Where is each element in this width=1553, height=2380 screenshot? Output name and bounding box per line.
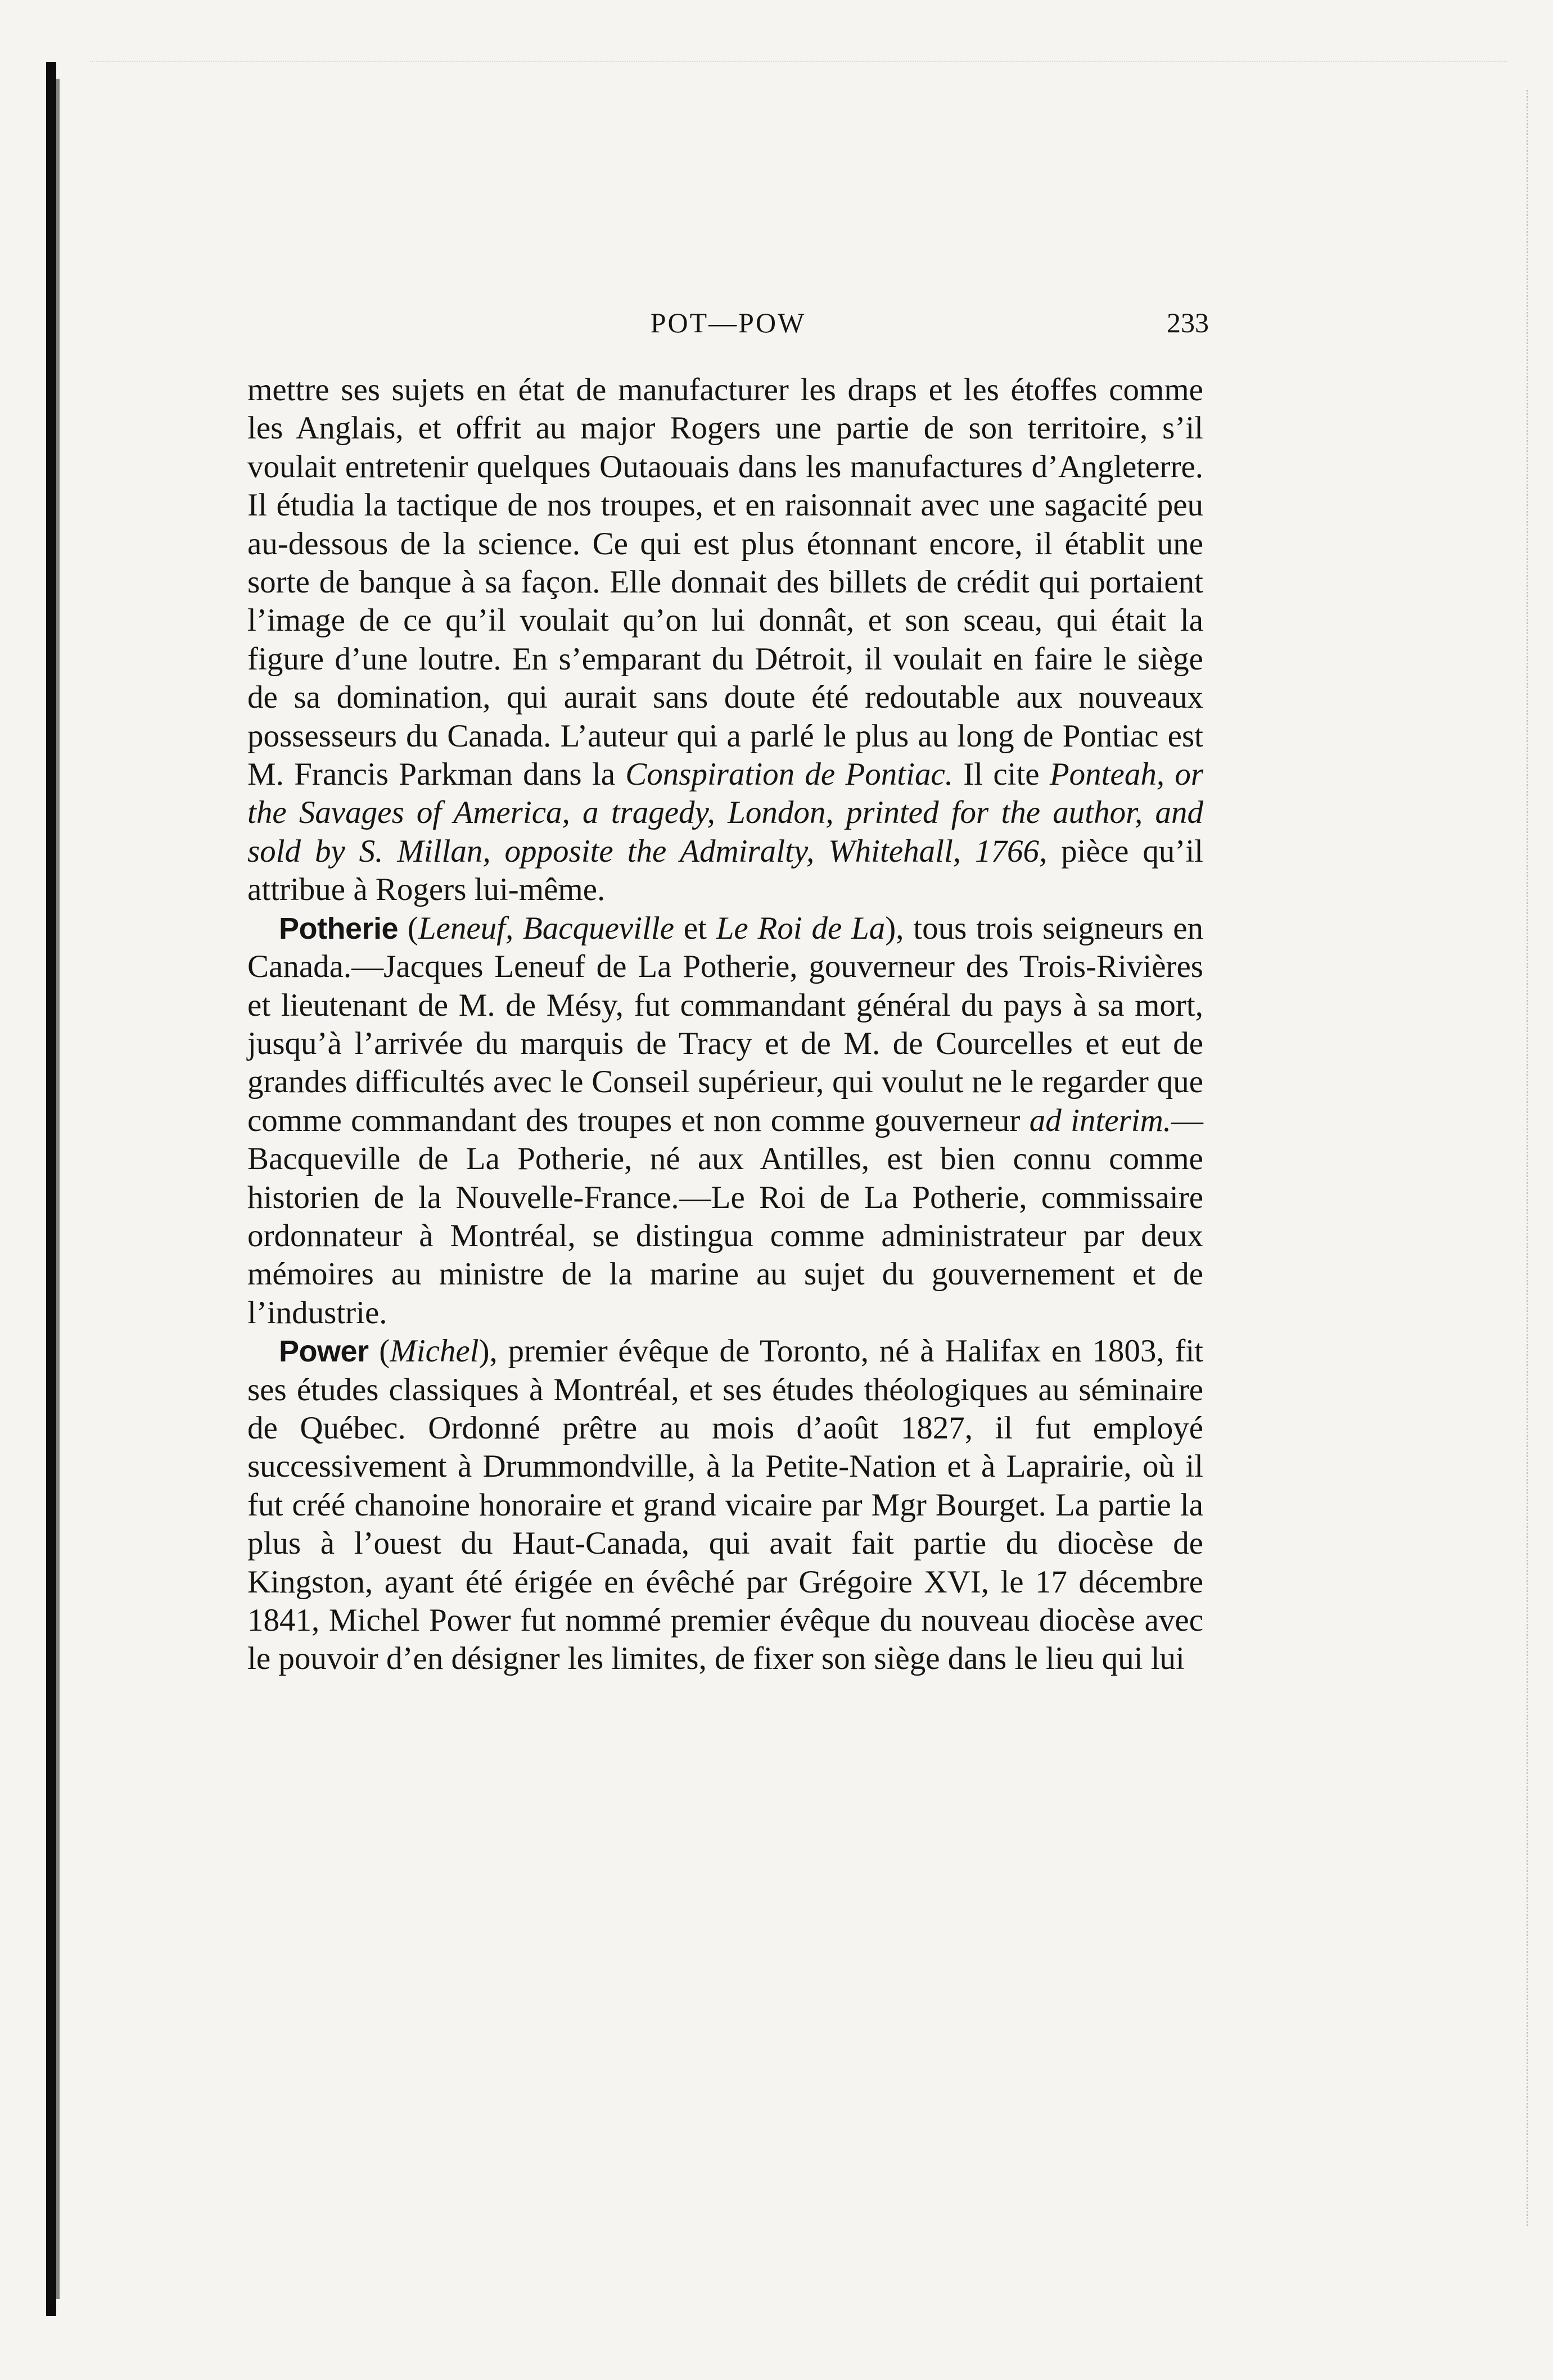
book-spine-shadow	[46, 62, 56, 2316]
text-run: et	[674, 910, 716, 946]
page-right-edge	[1527, 90, 1531, 2226]
paragraph-pontiac-continued	[247, 371, 1203, 910]
text-run: (	[398, 910, 418, 946]
page-top-edge	[90, 61, 1507, 63]
headword-power: Power	[279, 1334, 369, 1369]
book-spine-edge	[56, 79, 60, 2299]
text-run: (	[368, 1333, 390, 1369]
text-run: pièce qu’il attribue à Rogers lui-même.	[247, 833, 1204, 908]
text-run: ), premier évêque de Toronto, né à Halifax en 1803, fit ses études classiques à Montréal, et ses études théologiques au séminaire de Québec. Ordonné prêtre au mois d’août 1827, il fut employé successivement à Drummondville, à la Petite-Nation et à Laprairie, où il fut créé chanoine honoraire et grand vicaire par Mgr Bourget. La partie la plus à l’ouest du Haut-Canada, qui avait fait partie du diocèse de Kingston, ayant été érigée en évêché par Grégoire XVI, le 17 décembre 1841, Michel Power fut nommé premier évêque du nouveau diocèse avec le pouvoir d’en désigner les limites, de fixer son siège dans le lieu qui lui	[247, 1333, 1203, 1677]
entry-potherie	[247, 910, 1203, 1332]
text-run: Il cite	[953, 757, 1050, 793]
italic-names: Leneuf, Bacqueville	[418, 910, 675, 946]
headword-potherie: Potherie	[279, 911, 399, 945]
text-run: mettre ses sujets en état de manufacturer les draps et les étoffes comme les Anglais, et offrit au major Rogers une partie de son territoire, s’il voulait entretenir quelques Outaouais dans les manufactures d’Angleterre. Il étudia la tactique de nos troupes, et en raisonnait avec une sagacité peu au-dessous de la science. Ce qui est plus étonnant encore, il établit une sorte de banque à sa façon. Elle donnait des billets de crédit qui portaient l’image de ce qu’il voulait qu’on lui donnât, et son sceau, qui était la figure d’une loutre. En s’emparant du Détroit, il voulait en faire le siège de sa domination, qui aurait sans doute été redoutable aux nouveaux possesseurs du Canada. L’auteur qui a parlé le plus au long de Pontiac est M. Francis Parkman dans la	[247, 372, 1203, 793]
italic-citation: Ponteah, or the Savages of America, a tragedy, London, printed for the author, and sold by S. Millan, opposite the Admiralty, Whitehall, 1766,	[247, 757, 1204, 869]
entry-power	[247, 1332, 1203, 1678]
italic-phrase: ad interim.	[1029, 1102, 1171, 1138]
italic-name: Michel	[390, 1333, 479, 1369]
running-head: POT—POW	[650, 307, 806, 338]
italic-names: Le Roi de La	[716, 910, 886, 946]
text-run: —Bacqueville de La Potherie, né aux Antilles, est bien connu comme historien de la Nouvelle-France.—Le Roi de La Potherie, commissaire ordonnateur à Montréal, se distingua comme administrateur par deux mémoires au ministre de la marine au sujet du gouvernement et de l’industrie.	[247, 1102, 1203, 1331]
italic-title: Conspiration de Pontiac.	[625, 757, 953, 793]
text-run: ), tous trois seigneurs en Canada.—Jacques Leneuf de La Potherie, gouverneur des Trois-Rivières et lieutenant de M. de Mésy, fut commandant général du pays à sa mort, jusqu’à l’arrivée du marquis de Tracy et de M. de Courcelles et eut de grandes difficultés avec le Conseil supérieur, qui voulut ne le regarder que comme commandant des troupes et non comme gouverneur	[247, 910, 1204, 1138]
page-number: 233	[1167, 307, 1209, 338]
page-header	[247, 306, 1209, 346]
page-body	[247, 371, 1203, 1678]
